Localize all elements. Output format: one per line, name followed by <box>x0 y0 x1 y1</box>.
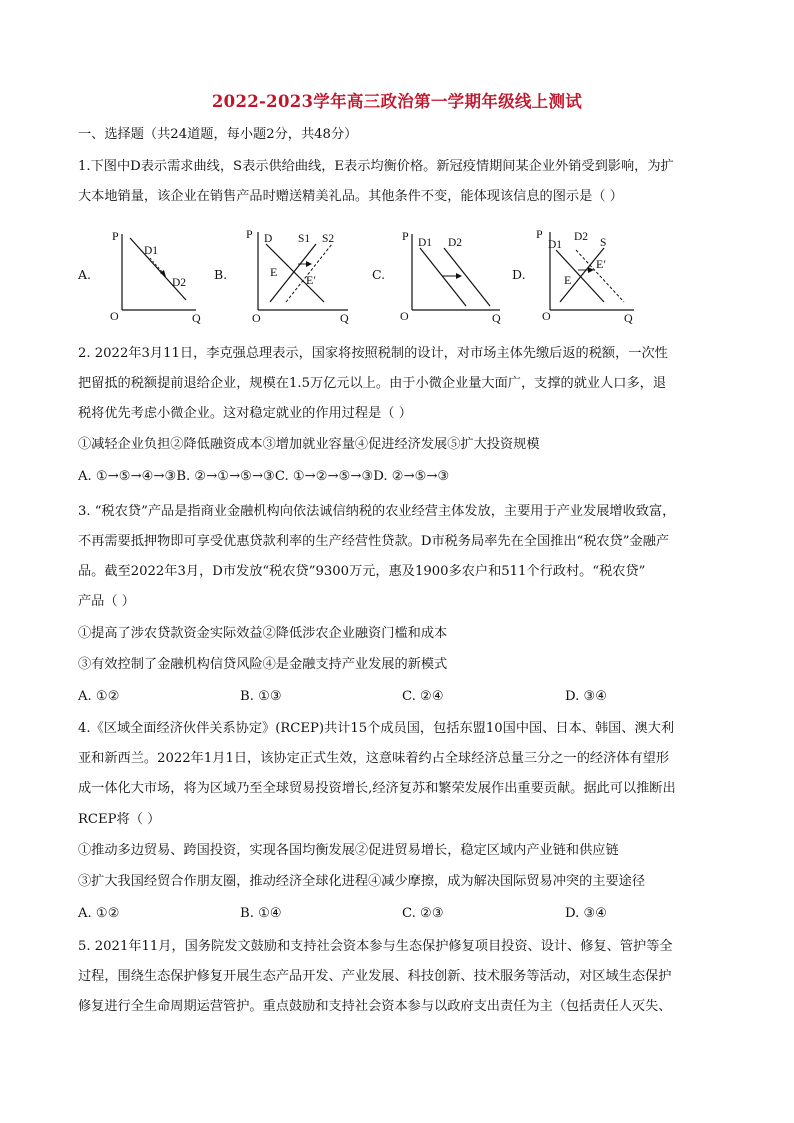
q4-stem-line: 亚和新西兰。2022年1月1日，该协定正式生效，这意味着约占全球经济总量三分之一的经济体有望形 <box>78 751 670 766</box>
curve-d2: D2 <box>448 237 463 249</box>
q3-stem-line: 产品（ ） <box>78 594 135 609</box>
q4-option-d: D. ③④ <box>565 906 608 921</box>
q3-option-a: A. ①② <box>78 689 120 704</box>
axis-o: O <box>400 309 409 323</box>
q3-stem-line: 不再需要抵押物即可享受优惠贷款利率的生产经营性贷款。D市税务局率先在全国推出“税农贷”金融产 <box>78 534 670 549</box>
q4-stem-line: 4.《区域全面经济伙伴关系协定》(RCEP)共计15个成员国，包括东盟10国中国、日本、韩国、澳大利 <box>78 721 675 736</box>
curve-d: D <box>264 233 273 245</box>
q1-stem-line: 1.下图中D表示需求曲线，S表示供给曲线，E表示均衡价格。新冠疫情期间某企业外销受到影响，为扩 <box>78 159 674 174</box>
q2-stem-line: 税将优先考虑小微企业。这对稳定就业的作用过程是（ ） <box>78 406 412 421</box>
q3-stem-line: 品。截至2022年3月，D市发放“税农贷”9300万元，惠及1900多农户和511个行政村。“税农贷” <box>78 564 646 579</box>
q4-stem-line: RCEP将（ ） <box>78 812 161 827</box>
curve-s: S <box>600 237 607 249</box>
point-e2: E′ <box>306 273 316 287</box>
axis-q: Q <box>492 311 501 324</box>
arrow-head <box>456 273 462 279</box>
q4-items: ③扩大我国经贸合作朋友圈，推动经济全球化进程④减少摩擦，成为解决国际贸易冲突的主要途径 <box>78 874 646 889</box>
axis-o: O <box>252 311 261 324</box>
q3-option-b: B. ①③ <box>240 689 282 704</box>
q5-stem-line: 5. 2021年11月，国务院发文鼓励和支持社会资本参与生态保护修复项目投资、设计、修复、管护等全 <box>78 939 673 954</box>
axis-o: O <box>542 309 551 323</box>
section-heading: 一、选择题（共24道题，每小题2分，共48分） <box>78 127 358 142</box>
axis-p: P <box>112 229 119 243</box>
axis-p: P <box>246 227 253 241</box>
q4-option-a: A. ①② <box>78 906 120 921</box>
arrow-head <box>306 261 312 267</box>
q2-stem-line: 2. 2022年3月11日，李克强总理表示，国家将按照税制的设计，对市场主体先缴后返的税额，一次性 <box>78 346 668 361</box>
curve-d2: D2 <box>172 277 187 289</box>
q2-items: ①减轻企业负担②降低融资成本③增加就业容量④促进经济发展⑤扩大投资规模 <box>78 437 540 452</box>
axis-q: Q <box>192 311 201 324</box>
q1-option-label: C. <box>372 267 386 282</box>
q3-stem-line: 3. “税农贷”产品是指商业金融机构向依法诚信纳税的农业经营主体发放，主要用于产业发展增收致富， <box>78 504 676 519</box>
q4-stem-line: 成一体化大市场，将为区域乃至全球贸易投资增长,经济复苏和繁荣发展作出重要贡献。据此可以推断出 <box>78 781 676 796</box>
q1-option-label: A. <box>78 267 92 282</box>
curve-d1: D1 <box>548 239 563 251</box>
q1-graph-c <box>396 226 506 324</box>
q5-stem-line: 修复进行全生命周期运营管护。重点鼓励和支持社会资本参与以政府支出责任为主（包括责任人灭失、 <box>78 999 672 1014</box>
q2-stem-line: 把留抵的税额提前退给企业，规模在1.5万亿元以上。由于小微企业量大面广，支撑的就业人口多，退 <box>78 376 667 391</box>
curve-d1: D1 <box>418 237 433 249</box>
q1-option-label: D. <box>512 267 526 282</box>
q4-option-c: C. ②③ <box>402 906 444 921</box>
axis-p: P <box>536 227 543 241</box>
axis-p: P <box>402 229 409 243</box>
q3-items: ①提高了涉农贷款资金实际效益②降低涉农企业融资门槛和成本 <box>78 626 448 641</box>
axis-q: Q <box>340 311 349 324</box>
curve-d2: D2 <box>574 231 589 243</box>
axis-q: Q <box>624 311 633 324</box>
q5-stem-line: 过程，围绕生态保护修复开展生态产品开发、产业发展、科技创新、技术服务等活动，对区域生态保护 <box>78 969 672 984</box>
axis-o: O <box>110 309 119 323</box>
page-title: 2022-2023学年高三政治第一学期年级线上测试 <box>211 92 583 111</box>
q1-option-label: B. <box>214 267 228 282</box>
point-e2: E′ <box>596 257 606 271</box>
q1-stem-line: 大本地销量，该企业在销售产品时赠送精美礼品。其他条件不变，能体现该信息的图示是（ ） <box>78 189 623 204</box>
point-e: E <box>270 265 278 279</box>
curve-d1: D1 <box>144 245 159 257</box>
q3-option-c: C. ②④ <box>402 689 444 704</box>
q3-option-d: D. ③④ <box>565 689 608 704</box>
q2-options: A. ①→⑤→④→③B. ②→①→⑤→③C. ①→②→⑤→③D. ②→⑤→③ <box>78 469 450 484</box>
demand-curve-d2 <box>444 248 490 306</box>
q4-option-b: B. ①④ <box>240 906 282 921</box>
q4-items: ①推动多边贸易、跨国投资，实现各国均衡发展②促进贸易增长，稳定区域内产业链和供应链 <box>78 843 619 858</box>
q3-items: ③有效控制了金融机构信贷风险④是金融支持产业发展的新模式 <box>78 657 448 672</box>
curve-s2: S2 <box>322 233 335 245</box>
q1-graph-d <box>534 226 644 324</box>
q1-graph-a <box>108 226 208 324</box>
curve-s1: S1 <box>298 233 311 245</box>
point-e: E <box>564 273 572 287</box>
arrow-head <box>588 267 594 273</box>
q1-graph-b <box>240 226 355 324</box>
